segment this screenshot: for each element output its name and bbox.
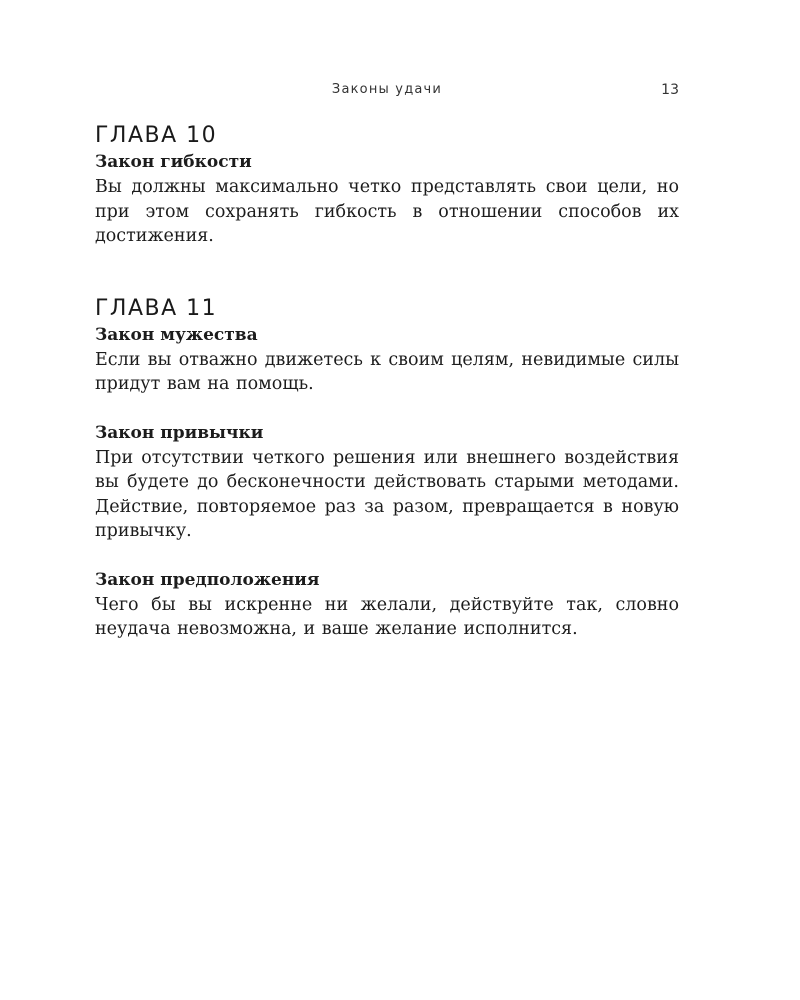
law-flexibility	[95, 150, 679, 249]
running-header	[95, 82, 679, 102]
running-title: Законы удачи	[331, 82, 443, 97]
law-courage	[95, 323, 679, 397]
chapter-11	[95, 295, 679, 642]
chapter-heading: ГЛАВА 10	[95, 123, 218, 148]
law-title: Закон гибкости	[95, 152, 252, 172]
page-content	[95, 122, 679, 642]
page-number: 13	[661, 82, 679, 98]
chapter-10	[95, 122, 679, 249]
law-title: Закон предположения	[95, 569, 320, 590]
law-habit	[95, 421, 679, 544]
chapter-heading: ГЛАВА 11	[95, 295, 218, 321]
law-assumption	[95, 568, 679, 642]
law-title: Закон мужества	[95, 324, 258, 345]
law-text: При отсутствии четкого решения или внешнего воздействия вы будете до бесконечности действовать старыми методами. Действие, повторяемое раз за разом, превращается в новую привычку.	[95, 447, 679, 541]
law-text: Чего бы вы искренне ни желали, действуйте так, словно неудача невозможна, и ваше желание исполнится.	[95, 594, 679, 639]
law-title: Закон привычки	[95, 422, 264, 443]
law-text: Вы должны максимально четко представлять свои цели, но при этом сохранять гибкость в отношении способов их достижения.	[95, 177, 679, 246]
law-text: Если вы отважно движетесь к своим целям, невидимые силы придут вам на помощь.	[95, 349, 679, 394]
